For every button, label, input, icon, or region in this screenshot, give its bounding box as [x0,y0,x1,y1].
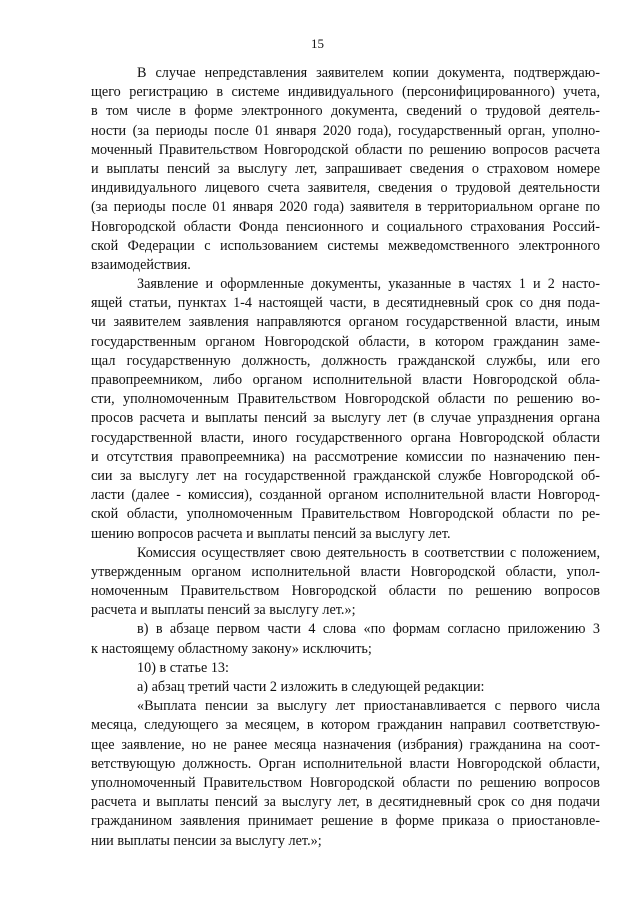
text-line: в) в абзаце первом части 4 слова «по формам согласно приложению 3 [137,621,600,638]
text-line: ности (за периоды после 01 января 2020 года), государственный орган, уполно- [91,122,600,139]
text-line: (за периоды после 01 января 2020 года) заявителя в территориальном органе по [91,199,600,216]
text-line: утвержденным органом исполнительной власти Новгородской области, упол- [91,563,600,580]
text-line: «Выплата пенсии за выслугу лет приостанавливается с первого числа [137,698,600,715]
text-line: шению вопросов расчета и выплаты пенсий за выслугу лет. [91,525,451,542]
text-line: а) абзац третий части 2 изложить в следующей редакции: [137,679,485,695]
text-line: щего регистрацию в системе индивидуального (персонифицированного) учета, [91,84,600,101]
text-line: расчета и выплаты пенсий за выслугу лет, в десятидневный срок со дня подачи [91,794,600,811]
text-line: Новгородской области Фонда пенсионного и социального страхования Россий- [91,218,600,235]
text-line: в том числе в форме электронного документа, сведений о трудовой деятель- [91,103,600,120]
text-line: номоченным Правительством Новгородской области по решению вопросов [91,583,600,600]
text-line: щее заявление, но не ранее месяца назначения (избрания) гражданина на соот- [91,736,600,753]
text-line: нии выплаты пенсии за выслугу лет.»; [91,832,322,849]
text-line: 10) в статье 13: [137,659,229,676]
text-line: индивидуального лицевого счета заявителя, сведения о трудовой деятельности [91,180,600,197]
text-line: ветствующую должность. Орган исполнительной власти Новгородской области, [91,755,600,772]
text-line: ящей статьи, пунктах 1-4 настоящей части, в десятидневный срок со дня пода- [91,295,600,312]
text-line: и отсутствия правопреемника) на рассмотрение комиссии по назначению пен- [91,448,600,465]
text-line: моченный Правительством Новгородской области по решению вопросов расчета [91,141,600,158]
text-line: гражданином заявления принимает решение в форме приказа о приостановле- [91,813,600,830]
text-line: щал государственную должность, должность гражданской службы, или его [91,352,600,369]
text-line: ской Федерации с использованием системы межведомственного электронного [91,237,600,254]
page-number: 15 [311,36,324,51]
text-line: Комиссия осуществляет свою деятельность в соответствии с положением, [137,544,600,561]
text-line: сии за выслугу лет на государственной гражданской службе Новгородской об- [91,467,600,484]
text-line: сти, уполномоченным Правительством Новгородской области по решению во- [91,391,600,408]
text-line: государственным органом Новгородской области, в котором гражданин заме- [91,333,600,350]
text-line: и выплаты пенсий за выслугу лет, запрашивает сведения о страховом номере [91,160,600,177]
text-line: расчета и выплаты пенсий за выслугу лет.»; [91,602,356,619]
text-line: В случае непредставления заявителем копии документа, подтверждаю- [137,65,600,81]
text-line: месяца, следующего за месяцем, в котором гражданин направил соответствую- [91,717,600,734]
text-line: чи заявителем заявления направляются органом государственной власти, иным [91,314,600,331]
text-line: ской области, уполномоченным Правительством Новгородской области по ре- [91,506,600,523]
text-line: к настоящему областному закону» исключить; [91,640,372,657]
text-line: уполномоченный Правительством Новгородской области по решению вопросов [91,774,600,791]
text-line: взаимодействия. [91,256,191,273]
document-body [91,64,600,851]
text-line: государственной власти, иного государственного органа Новгородской области [91,429,600,446]
text-line: Заявление и оформленные документы, указанные в частях 1 и 2 насто- [137,276,600,293]
text-line: просов расчета и выплаты пенсий за выслугу лет (в случае упразднения органа [91,410,600,427]
text-line: правопреемником, либо органом исполнительной власти Новгородской обла- [91,372,600,388]
text-line: ласти (далее - комиссия), созданной органом исполнительной власти Новгород- [91,487,600,504]
